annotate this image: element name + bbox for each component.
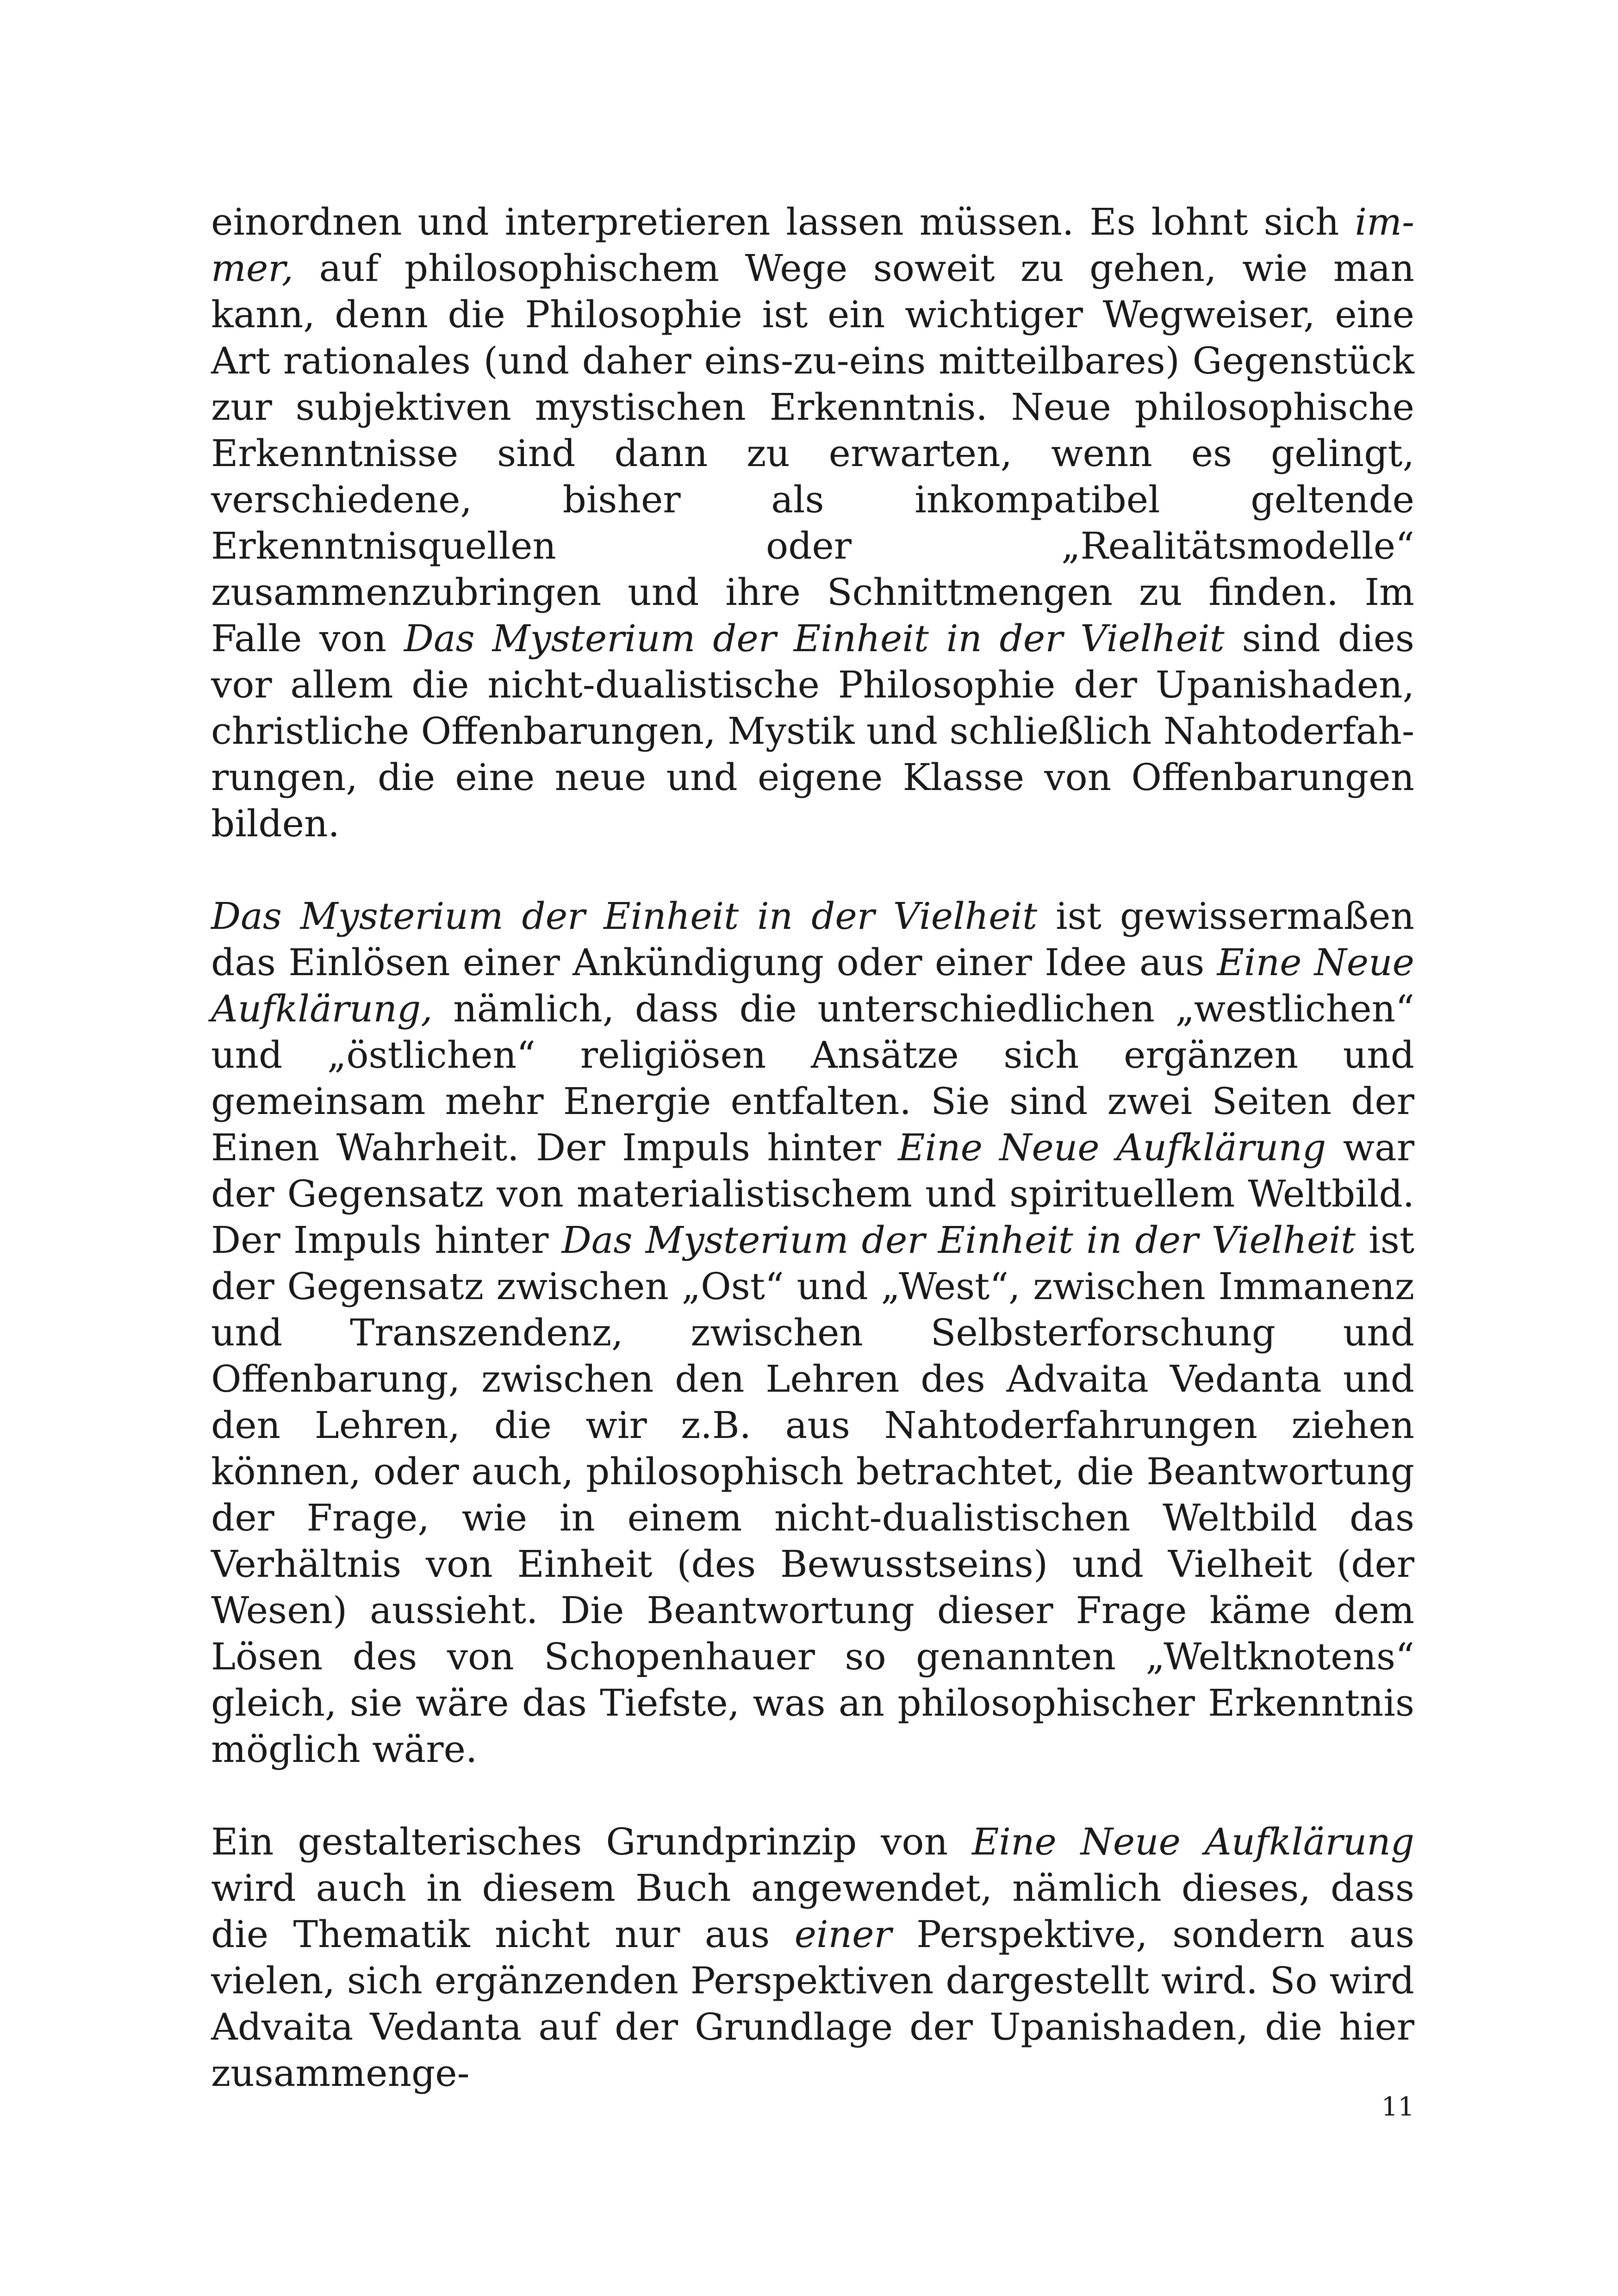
page-number: 11 — [1381, 2092, 1414, 2122]
paragraph-2: Das Mysterium der Einheit in der Vielheit ist gewissermaßen das Einlösen einer Ankündigung oder einer Idee aus Eine Neue Aufklärung, nämlich, dass die unterschiedlichen „westlichen“ und „östlichen“ religiösen Ansätze sich ergänzen und gemeinsam mehr Energie entfalten. Sie sind zwei Seiten der Einen Wahrheit. Der Impuls hinter Eine Neue Aufklärung war der Gegensatz von materialistischem und spirituellem Weltbild. Der Impuls hinter Das Mysterium der Einheit in der Vielheit ist der Gegensatz zwischen „Ost“ und „West“, zwischen Immanenz und Transzendenz, zwischen Selbsterforschung und Offenbarung, zwischen den Lehren des Advaita Vedanta und den Lehren, die wir z.B. aus Nahtoderfahrungen ziehen können, oder auch, philosophisch betrachtet, die Beantwortung der Frage, wie in einem nicht-dualistischen Weltbild das Verhältnis von Einheit (des Bewusstseins) und Vielheit (der Wesen) aussieht. Die Beantwortung dieser Frage käme dem Lösen des von Schopenhauer so genannten „Weltknotens“ gleich, sie wäre das Tiefste, was an philosophischer Erkenntnis möglich wäre. — [211, 895, 1415, 1771]
paragraph-1: einordnen und interpretieren lassen müssen. Es lohnt sich immer, auf philosophischem Wege soweit zu gehen, wie man kann, denn die Philosophie ist ein wichtiger Wegweiser, eine Art rationales (und daher eins-zu-eins mitteilbares) Gegenstück zur subjektiven mystischen Erkenntnis. Neue philosophische Erkenntnisse sind dann zu erwarten, wenn es gelingt, verschiedene, bisher als inkompatibel geltende Erkenntnisquellen oder „Realitätsmodelle“ zusammenzubringen und ihre Schnittmengen zu finden. Im Falle von Das Mysterium der Einheit in der Vielheit sind dies vor allem die nicht-dualistische Philosophie der Upanishaden, christliche Offenbarungen, Mystik und schließlich Nahtoderfahrungen, die eine neue und eigene Klasse von Offenbarungen bilden. — [211, 200, 1414, 845]
paragraph-3: Ein gestalterisches Grundprinzip von Eine Neue Aufklärung wird auch in diesem Buch angewendet, nämlich dieses, dass die Thematik nicht nur aus einer Perspektive, sondern aus vielen, sich ergänzenden Perspektiven dargestellt wird. So wird Advaita Vedanta auf der Grundlage der Upanishaden, die hier zusammenge- — [211, 1820, 1414, 2095]
page-body — [211, 199, 1414, 2097]
